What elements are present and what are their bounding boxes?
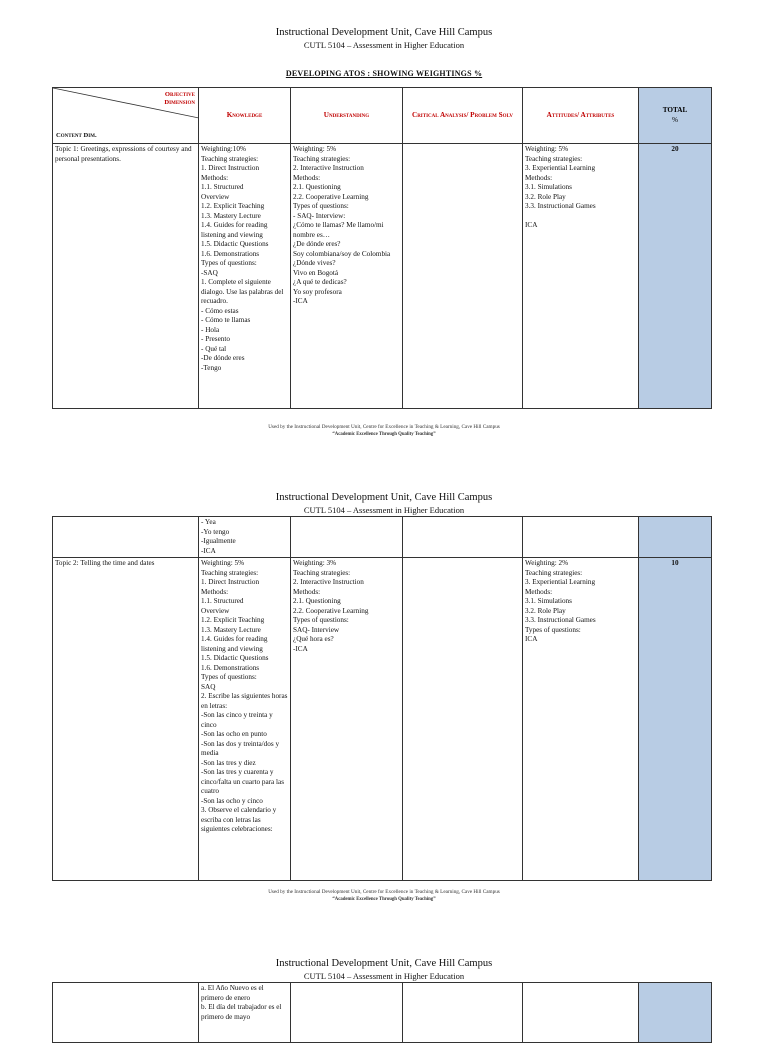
knowledge-cell [199, 517, 291, 558]
cell-line: 3.2. Role Play [525, 192, 566, 201]
cell-line: ¿Dónde vives? [293, 259, 336, 267]
cell-line: 1.3. Mastery Lecture [201, 625, 261, 634]
cell-line: - SAQ- Interview: [293, 211, 346, 220]
cell-line: - Cómo te llamas [201, 316, 251, 324]
cell-line: -SAQ [201, 268, 218, 277]
understanding-cell [291, 558, 403, 881]
cell-line: Vivo en Bogotá [293, 268, 339, 277]
cell-line: 2.2. Cooperative Learning [293, 192, 369, 201]
cell-line: b. El día del trabajador es el primero de mayo [201, 1003, 282, 1021]
cell-line: Weighting: 5% [201, 559, 245, 567]
table-header-row [53, 88, 712, 144]
footer-motto: “Academic Excellence Through Quality Teaching” [332, 432, 436, 437]
understanding-cell [291, 144, 403, 409]
critical-cell [403, 144, 523, 409]
total-cell: 10 [639, 558, 712, 881]
cell-line: Types of questions: [201, 673, 257, 681]
attitudes-cell [523, 517, 639, 558]
cell-line: -Son las tres y diez [201, 758, 256, 767]
knowledge-cell [199, 558, 291, 881]
understanding-cell [291, 983, 403, 1043]
cell-line: Types of questions: [201, 259, 257, 267]
table-row [53, 558, 712, 881]
table-row [53, 144, 712, 409]
percent-label: % [672, 115, 678, 124]
diagonal-header-cell [53, 88, 199, 144]
ato-table-page3 [52, 982, 712, 1043]
page-header-course: CUTL 5104 – Assessment in Higher Education [303, 971, 465, 981]
cell-line: Types of questions: [525, 625, 581, 634]
cell-line: Weighting:10% [201, 145, 246, 153]
cell-line: 2. Interactive Instruction [293, 578, 364, 586]
cell-line: Weighting: 5% [293, 145, 337, 153]
footer-credit: Used by the Instructional Development Unit, Centre for Excellence in Teaching & Learning, Cave Hill Campus [268, 424, 500, 430]
page-header-unit: Instructional Development Unit, Cave Hill Campus [275, 492, 493, 503]
content-dim-label: Content Dim. [56, 132, 97, 140]
cell-line: -Tengo [201, 363, 222, 372]
total-header [639, 88, 712, 144]
cell-line: Teaching strategies: [293, 568, 351, 577]
cell-line: 1. Direct Instruction [201, 164, 260, 172]
topic-cell [53, 517, 199, 558]
document-title: DEVELOPING ATOS : SHOWING WEIGHTINGS % [285, 69, 483, 78]
cell-line: Methods: [201, 587, 229, 596]
attitudes-header: Attitudes/ Attributes [523, 88, 639, 144]
cell-line: ¿Cómo te llamas? Me llamo/mi nombre es… [293, 221, 384, 239]
cell-line: Overview [201, 192, 230, 201]
footer-credit: Used by the Instructional Development Unit, Centre for Excellence in Teaching & Learning, Cave Hill Campus [268, 889, 500, 895]
cell-line: Types of questions: [293, 202, 349, 210]
cell-line: Soy colombiana/soy de Colombia [293, 249, 391, 258]
critical-analysis-header: Critical Analysis/ Problem Solv [403, 88, 523, 144]
cell-line: Weighting: 5% [525, 145, 569, 153]
cell-line: SAQ [201, 682, 216, 691]
cell-line: 1.1. Structured [201, 597, 244, 605]
attitudes-cell [523, 144, 639, 409]
critical-cell [403, 517, 523, 558]
cell-line: a. El Año Nuevo es el primero de enero [201, 984, 264, 1002]
cell-line: 2.1. Questioning [293, 597, 341, 605]
cell-line: 1.5. Didactic Questions [201, 654, 269, 662]
cell-line: 1. Direct Instruction [201, 578, 260, 586]
cell-line: 1.6. Demonstrations [201, 663, 260, 672]
topic-cell [53, 983, 199, 1043]
cell-line: - Hola [201, 325, 220, 334]
cell-line: Methods: [293, 587, 321, 596]
page-header-course: CUTL 5104 – Assessment in Higher Education [303, 40, 465, 50]
cell-line: ICA [525, 221, 538, 229]
footer-motto: “Academic Excellence Through Quality Teaching” [332, 897, 436, 902]
total-cell [639, 517, 712, 558]
cell-line [525, 212, 636, 222]
cell-line: 3. Experiential Learning [525, 578, 596, 586]
cell-line: ¿A qué te dedicas? [293, 278, 347, 286]
cell-line: 3.3. Instructional Games [525, 616, 596, 624]
cell-line: -Son las tres y cuarenta y cinco/falta un cuarto para las cuatro [201, 768, 285, 795]
cell-line: Yo soy profesora [293, 287, 342, 296]
cell-line: 1. Complete el siguiente dialogo. Use las palabras del recuadro. [201, 278, 284, 305]
knowledge-header: Knowledge [199, 88, 291, 144]
cell-line: Teaching strategies: [525, 154, 583, 163]
cell-line: 2.1. Questioning [293, 183, 341, 191]
cell-line: -ICA [201, 546, 216, 555]
cell-line: 3.3. Instructional Games [525, 202, 596, 210]
cell-line: Methods: [201, 173, 229, 182]
cell-line: 1.1. Structured [201, 183, 244, 191]
cell-line: - Presento [201, 335, 230, 343]
cell-line: Types of questions: [293, 616, 349, 624]
page-header-course: CUTL 5104 – Assessment in Higher Education [303, 505, 465, 515]
cell-line: ¿De dónde eres? [293, 240, 341, 248]
cell-line: SAQ- Interview [293, 625, 340, 634]
cell-line: 1.2. Explicit Teaching [201, 202, 265, 210]
ato-table-page2 [52, 516, 712, 881]
total-cell [639, 983, 712, 1043]
cell-line: ICA [525, 635, 538, 643]
cell-line: 3. Experiential Learning [525, 164, 596, 172]
objective-dimension-label [164, 91, 195, 107]
page-header-unit: Instructional Development Unit, Cave Hill Campus [275, 27, 493, 38]
ato-table-page1 [52, 87, 712, 409]
cell-line: -Son las ocho y cinco [201, 796, 263, 805]
cell-line: Teaching strategies: [201, 568, 259, 577]
total-label: TOTAL [662, 106, 688, 114]
cell-line: 3.1. Simulations [525, 597, 572, 605]
cell-line: - Qué tal [201, 344, 227, 353]
critical-cell [403, 983, 523, 1043]
cell-line: 1.4. Guides for reading listening and viewing [201, 221, 268, 239]
attitudes-cell [523, 983, 639, 1043]
cell-line: 3.2. Role Play [525, 606, 566, 615]
understanding-header: Understanding [291, 88, 403, 144]
cell-line: Weighting: 2% [525, 559, 569, 567]
cell-line: - Yea [201, 518, 216, 526]
topic-cell: Topic 1: Greetings, expressions of courtesy and personal presentations. [53, 144, 199, 409]
cell-line: 2.2. Cooperative Learning [293, 606, 369, 615]
table-row [53, 517, 712, 558]
cell-line: Teaching strategies: [525, 568, 583, 577]
cell-line: -Igualmente [201, 537, 236, 545]
cell-line: -Son las ocho en punto [201, 730, 267, 738]
cell-line: 2. Interactive Instruction [293, 164, 364, 172]
topic-cell: Topic 2: Telling the time and dates [53, 558, 199, 881]
cell-line: Teaching strategies: [201, 154, 259, 163]
cell-line: - Cómo estas [201, 306, 239, 315]
cell-line: Methods: [525, 587, 553, 596]
cell-line: -De dónde eres [201, 354, 245, 362]
cell-line: 1.3. Mastery Lecture [201, 211, 261, 220]
cell-line: -Yo tengo [201, 527, 230, 536]
cell-line: 1.4. Guides for reading listening and viewing [201, 635, 268, 653]
understanding-cell [291, 517, 403, 558]
objective-label: Objective [164, 91, 195, 98]
cell-line: -ICA [293, 297, 308, 305]
cell-line: -ICA [293, 644, 308, 653]
cell-line: ¿Qué hora es? [293, 635, 334, 643]
attitudes-cell [523, 558, 639, 881]
cell-line: Teaching strategies: [293, 154, 351, 163]
dimension-label: Dimension [164, 99, 195, 107]
cell-line: 1.5. Didactic Questions [201, 240, 269, 248]
cell-line: Overview [201, 606, 230, 615]
table-row [53, 983, 712, 1043]
cell-line: -Son las dos y treinta/dos y media [201, 739, 280, 757]
cell-line: 1.6. Demonstrations [201, 249, 260, 258]
cell-line: 2. Escribe las siguientes horas en letras: [201, 692, 288, 710]
cell-line: Methods: [525, 173, 553, 182]
cell-line: -Son las cinco y treinta y cinco [201, 711, 273, 729]
cell-line: 3.1. Simulations [525, 183, 572, 191]
cell-line: 3. Observe el calendario y escriba con letras las siguientes celebraciones: [201, 806, 277, 833]
critical-cell [403, 558, 523, 881]
cell-line: Methods: [293, 173, 321, 182]
total-cell: 20 [639, 144, 712, 409]
cell-line: 1.2. Explicit Teaching [201, 616, 265, 624]
cell-line: Weighting: 3% [293, 559, 337, 567]
page-header-unit: Instructional Development Unit, Cave Hill Campus [275, 958, 493, 969]
knowledge-cell [199, 983, 291, 1043]
knowledge-cell [199, 144, 291, 409]
